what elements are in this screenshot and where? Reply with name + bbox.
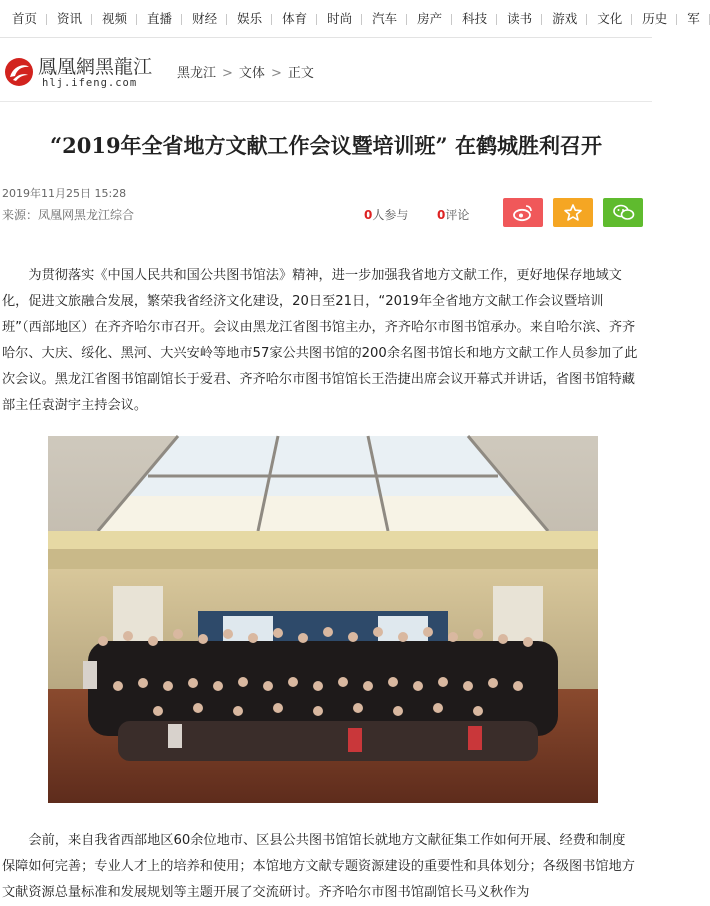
- header-divider: [0, 101, 652, 102]
- group-photo: [48, 436, 598, 803]
- share-weibo-button[interactable]: [503, 198, 543, 227]
- star-icon: [563, 204, 583, 221]
- nav-item[interactable]: 娱乐: [227, 0, 272, 38]
- participants-link[interactable]: [364, 206, 408, 223]
- nav-item[interactable]: 视频: [92, 0, 137, 38]
- comments-count: 0: [437, 208, 446, 222]
- comments-label: 评论: [445, 208, 470, 222]
- participants-count: 0: [364, 208, 373, 222]
- chevron-right-icon: >: [222, 66, 233, 81]
- article-paragraph: 会前，来自我省西部地区60余位地市、区县公共图书馆馆长就地方文献征集工作如何开展、经费和制度保障如何完善；专业人才上的培养和使用；本馆地方文献专题资源建设的重要性和具体划分；各级图书馆地方文献资源总量标准和发展规划等主题开展了交流研讨。齐齐哈尔市图书馆副馆长马义秋作为: [2, 833, 635, 900]
- logo-text: 鳳凰網黑龍江: [38, 56, 153, 78]
- article-source: 来源：凤凰网黑龙江综合: [2, 208, 135, 222]
- nav-item[interactable]: 直播: [137, 0, 182, 38]
- breadcrumb-current: 正文: [287, 66, 314, 81]
- article-paragraph: 为贯彻落实《中国人民共和国公共图书馆法》精神，进一步加强我省地方文献工作，更好地保存地域文化，促进文旅融合发展，繁荣我省经济文化建设，20日至21日，“2019年全省地方文献工作会议暨培训班”（西部地区）在齐齐哈尔市召开。会议由黑龙江省图书馆主办，齐齐哈尔市图书馆承办。来自哈尔滨、齐齐哈尔、大庆、绥化、黑河、大兴安岭等地市57家公共图书馆的200余名图书馆长和地方文献工作人员参加了此次会议。黑龙江省图书馆副馆长于爱君、齐齐哈尔市图书馆馆长王浩捷出席会议开幕式并讲话，省图书馆特藏部主任袁澍宇主持会议。: [2, 268, 638, 413]
- breadcrumb-sports-culture[interactable]: 文体: [238, 66, 265, 81]
- nav-item[interactable]: 军: [677, 0, 710, 38]
- participants-label: 人参与: [372, 208, 409, 222]
- wechat-icon: [613, 204, 635, 221]
- nav-item[interactable]: 体育: [272, 0, 317, 38]
- nav-item[interactable]: 时尚: [317, 0, 362, 38]
- nav-item[interactable]: 游戏: [542, 0, 587, 38]
- site-logo[interactable]: [4, 56, 164, 92]
- nav-item[interactable]: 财经: [182, 0, 227, 38]
- breadcrumb-heilongjiang[interactable]: 黑龙江: [177, 66, 217, 81]
- chevron-right-icon: >: [270, 66, 282, 81]
- comments-link[interactable]: [437, 206, 469, 223]
- top-navigation: [0, 0, 700, 38]
- phoenix-logo-icon: [4, 57, 34, 87]
- nav-item[interactable]: 历史: [632, 0, 677, 38]
- nav-item[interactable]: 首页: [0, 0, 47, 38]
- favorite-button[interactable]: [553, 198, 593, 227]
- weibo-icon: [513, 204, 533, 221]
- nav-item[interactable]: 读书: [497, 0, 542, 38]
- breadcrumb: [177, 62, 314, 81]
- nav-item[interactable]: 房产: [407, 0, 452, 38]
- share-wechat-button[interactable]: [603, 198, 643, 227]
- logo-domain: hlj.ifeng.com: [42, 77, 138, 89]
- nav-item[interactable]: 科技: [452, 0, 497, 38]
- article-title: “2019年全省地方文献工作会议暨培训班” 在鹤城胜利召开: [50, 133, 602, 158]
- conference-group-photo-image: [48, 436, 598, 803]
- publish-date: 2019年11月25日 15:28: [2, 187, 127, 200]
- nav-item[interactable]: 资讯: [47, 0, 92, 38]
- nav-item[interactable]: 文化: [587, 0, 632, 38]
- nav-item[interactable]: 汽车: [362, 0, 407, 38]
